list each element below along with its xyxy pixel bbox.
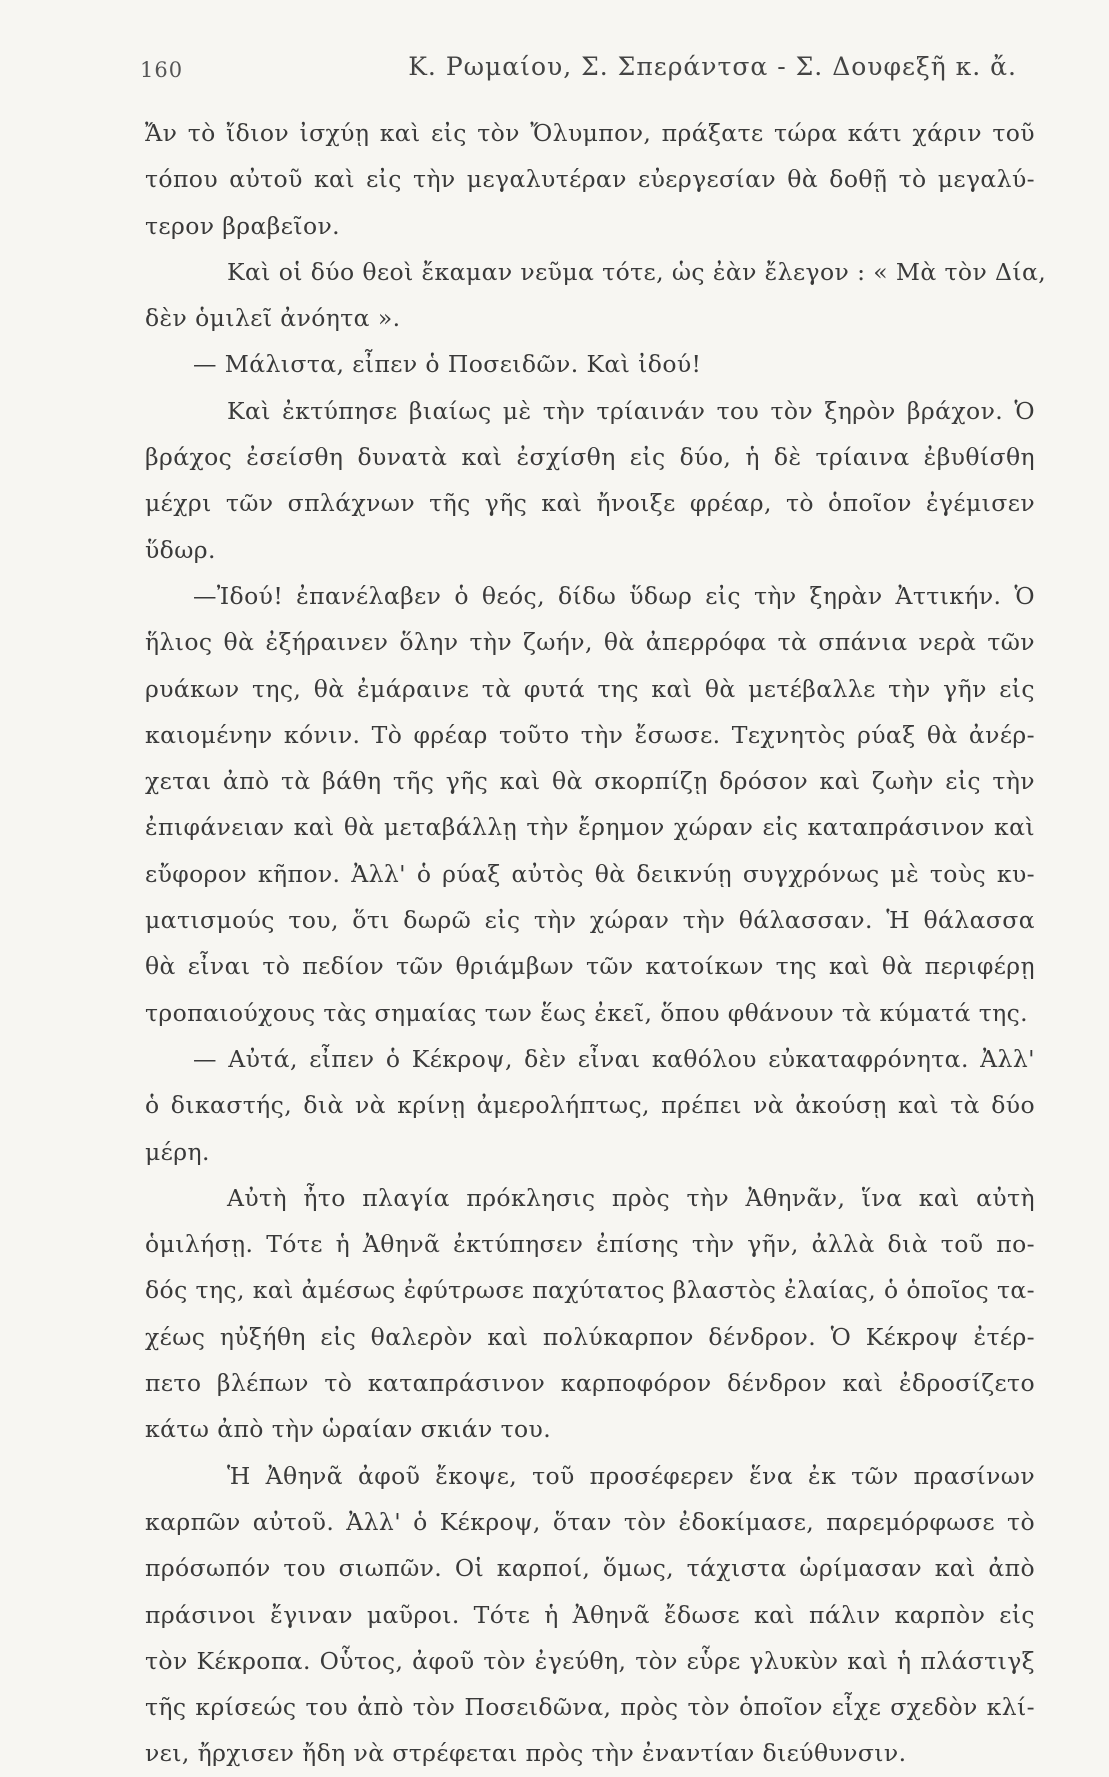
text-line: — Αὐτά, εἶπεν ὁ Κέκροψ, δὲν εἶναι καθόλου εὐκαταφρόνητα. Ἀλλ': [193, 1044, 1035, 1073]
text-line: ρυάκων της, θὰ ἐμάραινε τὰ φυτά της καὶ θὰ μετέβαλλε τὴν γῆν εἰς: [145, 674, 1035, 703]
text-line: δὲν ὁμιλεῖ ἀνόητα ».: [145, 304, 401, 333]
text-line: εὔφορον κῆπον. Ἀλλ' ὁ ρύαξ αὐτὸς θὰ δεικνύῃ συγχρόνως μὲ τοὺς κυ-: [145, 859, 1035, 888]
text-line: ματισμούς του, ὅτι δωρῶ εἰς τὴν χώραν τὴν θάλασσαν. Ἡ θάλασσα: [145, 906, 1035, 935]
text-line: κάτω ἀπὸ τὴν ὡραίαν σκιάν του.: [145, 1415, 552, 1444]
text-line: ἥλιος θὰ ἐξήραινεν ὅλην τὴν ζωήν, θὰ ἀπερρόφα τὰ σπάνια νερὰ τῶν: [145, 628, 1035, 657]
text-line: πετο βλέπων τὸ καταπράσινον καρποφόρον δένδρον καὶ ἐδροσίζετο: [145, 1369, 1035, 1398]
text-line: Καὶ ἐκτύπησε βιαίως μὲ τὴν τρίαινάν του τὸν ξηρὸν βράχον. Ὁ: [227, 396, 1035, 425]
text-line: νει, ἤρχισεν ἤδη νὰ στρέφεται πρὸς τὴν ἐναντίαν διεύθυνσιν.: [145, 1739, 907, 1768]
text-line: Ἄν τὸ ἴδιον ἰσχύῃ καὶ εἰς τὸν Ὄλυμπον, πράξατε τώρα κάτι χάριν τοῦ: [145, 119, 1035, 147]
text-line: μέχρι τῶν σπλάχνων τῆς γῆς καὶ ἤνοιξε φρέαρ, τὸ ὁποῖον ἐγέμισεν: [145, 489, 1035, 518]
running-title: Κ. Ρωμαίου, Σ. Σπεράντσα - Σ. Δουφεξῆ κ. ἄ.: [408, 52, 1017, 81]
text-line: — Μάλιστα, εἶπεν ὁ Ποσειδῶν. Καὶ ἰδού!: [193, 350, 702, 379]
text-line: καιομένην κόνιν. Τὸ φρέαρ τοῦτο τὴν ἔσωσε. Τεχνητὸς ρύαξ θὰ ἀνέρ-: [145, 720, 1035, 749]
page-number: 160: [140, 58, 184, 82]
text-line: τὸν Κέκροπα. Οὗτος, ἀφοῦ τὸν ἐγεύθη, τὸν εὗρε γλυκὺν καὶ ἡ πλάστιγξ: [145, 1646, 1035, 1675]
text-line: πράσινοι ἔγιναν μαῦροι. Τότε ἡ Ἀθηνᾶ ἔδωσε καὶ πάλιν καρπὸν εἰς: [145, 1600, 1035, 1629]
text-line: δός της, καὶ ἀμέσως ἐφύτρωσε παχύτατος βλαστὸς ἐλαίας, ὁ ὁποῖος τα-: [145, 1276, 1035, 1305]
text-line: ἐπιφάνειαν καὶ θὰ μεταβάλλῃ τὴν ἔρημον χώραν εἰς καταπράσινον καὶ: [145, 813, 1035, 842]
text-line: Καὶ οἱ δύο θεοὶ ἔκαμαν νεῦμα τότε, ὡς ἐὰν ἔλεγον : « Μὰ τὸν Δία,: [227, 257, 1047, 286]
text-line: τροπαιούχους τὰς σημαίας των ἕως ἐκεῖ, ὅπου φθάνουν τὰ κύματά της.: [145, 998, 1029, 1027]
text-line: βράχος ἐσείσθη δυνατὰ καὶ ἐσχίσθη εἰς δύο, ἡ δὲ τρίαινα ἐβυθίσθη: [145, 443, 1035, 472]
text-line: πρόσωπόν του σιωπῶν. Οἱ καρποί, ὅμως, τάχιστα ὡρίμασαν καὶ ἀπὸ: [145, 1554, 1035, 1583]
text-line: —Ἰδού! ἐπανέλαβεν ὁ θεός, δίδω ὕδωρ εἰς τὴν ξηρὰν Ἀττικήν. Ὁ: [193, 581, 1035, 610]
text-line: τόπου αὐτοῦ καὶ εἰς τὴν μεγαλυτέραν εὐεργεσίαν θὰ δοθῇ τὸ μεγαλύ-: [145, 165, 1035, 194]
body-text: [145, 110, 1047, 1777]
text-line: Αὐτὴ ἦτο πλαγία πρόκλησις πρὸς τὴν Ἀθηνᾶν, ἵνα καὶ αὐτὴ: [227, 1183, 1035, 1212]
text-line: τερον βραβεῖον.: [145, 211, 341, 240]
text-line: χέως ηὐξήθη εἰς θαλερὸν καὶ πολύκαρπον δένδρον. Ὁ Κέκροψ ἐτέρ-: [145, 1322, 1035, 1351]
text-line: μέρη.: [145, 1137, 210, 1166]
text-line: καρπῶν αὐτοῦ. Ἀλλ' ὁ Κέκροψ, ὅταν τὸν ἐδοκίμασε, παρεμόρφωσε τὸ: [145, 1507, 1035, 1536]
text-line: χεται ἀπὸ τὰ βάθη τῆς γῆς καὶ θὰ σκορπίζῃ δρόσον καὶ ζωὴν εἰς τὴν: [145, 767, 1035, 796]
text-line: θὰ εἶναι τὸ πεδίον τῶν θριάμβων τῶν κατοίκων της καὶ θὰ περιφέρῃ: [145, 952, 1035, 981]
text-line: ὕδωρ.: [145, 535, 216, 564]
text-line: Ἡ Ἀθηνᾶ ἀφοῦ ἔκοψε, τοῦ προσέφερεν ἕνα ἐκ τῶν πρασίνων: [227, 1461, 1035, 1490]
text-line: ὁ δικαστής, διὰ νὰ κρίνῃ ἀμερολήπτως, πρέπει νὰ ἀκούσῃ καὶ τὰ δύο: [145, 1091, 1035, 1120]
text-line: ὁμιλήσῃ. Τότε ἡ Ἀθηνᾶ ἐκτύπησεν ἐπίσης τὴν γῆν, ἀλλὰ διὰ τοῦ πο-: [145, 1230, 1035, 1259]
text-line: τῆς κρίσεώς του ἀπὸ τὸν Ποσειδῶνα, πρὸς τὸν ὁποῖον εἶχε σχεδὸν κλί-: [145, 1693, 1035, 1722]
